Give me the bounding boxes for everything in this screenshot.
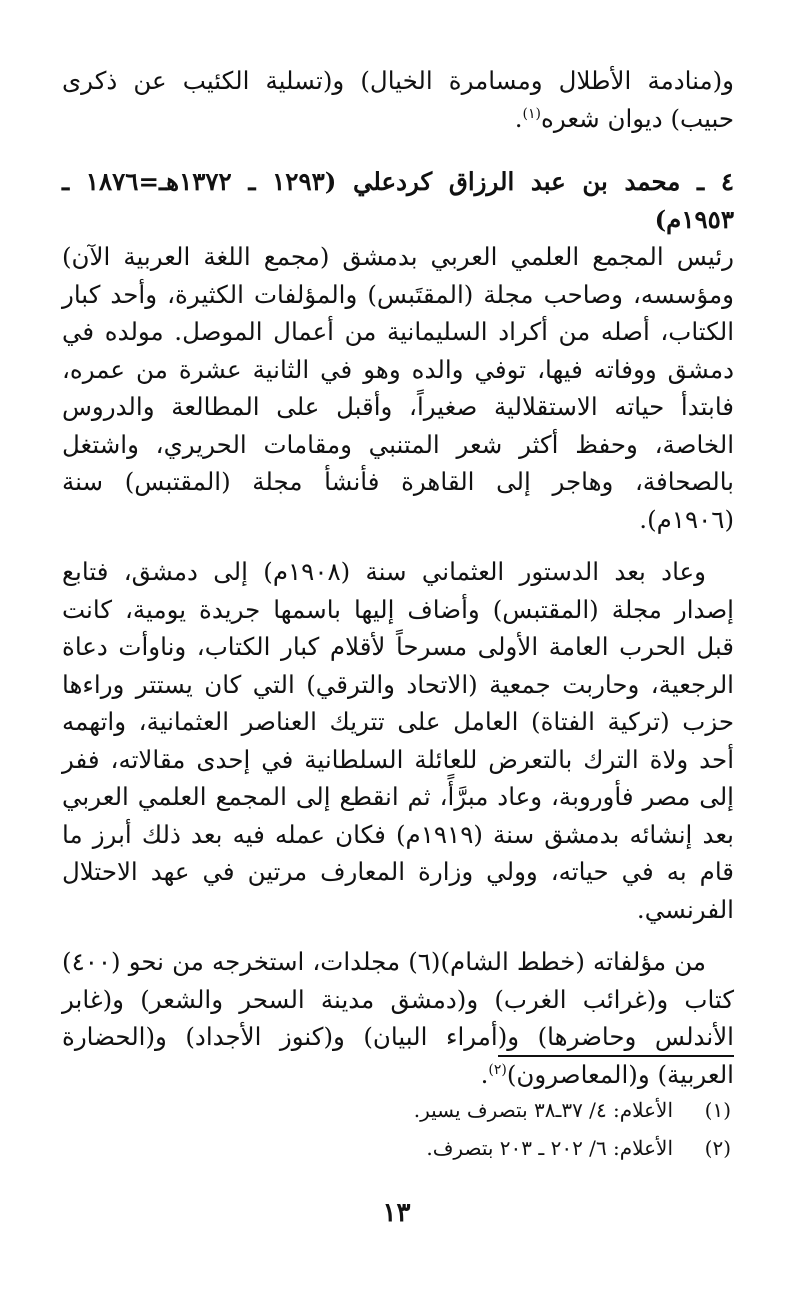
footnote-number: (٢) — [704, 1136, 731, 1160]
paragraph-1 — [62, 62, 734, 137]
footnote-text: الأعلام: ٤/ ٣٧ـ٣٨ بتصرف يسير. — [413, 1098, 673, 1122]
page-number: ١٣ — [382, 1198, 411, 1228]
page-body — [62, 62, 734, 1108]
paragraph-4 — [62, 943, 734, 1093]
footnote-ref-2[interactable]: (٢) — [488, 1061, 507, 1078]
paragraph-4-end: . — [480, 1059, 489, 1089]
section-heading: ٤ ـ محمد بن عبد الرزاق كردعلي (١٢٩٣ ـ ١٣٧٢هـ=١٨٧٦ ـ ١٩٥٣م) — [62, 167, 734, 234]
footnote-text: الأعلام: ٦/ ٢٠٢ ـ ٢٠٣ بتصرف. — [426, 1136, 673, 1160]
paragraph-1-text: و(منادمة الأطلال ومسامرة الخيال) و(تسلية الكئيب عن ذكرى حبيب) ديوان شعره — [62, 66, 734, 133]
footnote-1 — [59, 1091, 731, 1129]
footnote-divider — [498, 1055, 734, 1057]
footnote-ref-1[interactable]: (١) — [522, 105, 541, 122]
paragraph-3: وعاد بعد الدستور العثماني سنة (١٩٠٨م) إلى دمشق، فتابع إصدار مجلة (المقتبس) وأضاف إليها باسمها جريدة يومية، كانت قبل الحرب العامة الأولى مسرحاً لأقلام كبار الكتاب، وناوأت دعاة الرجعية، وحاربت جمعية (الاتحاد والترقي) التي كان يستتر وراءها حزب (تركية الفتاة) العامل على تتريك العناصر العثمانية، واتهمه أحد ولاة الترك بالتعرض للعائلة السلطانية في إحدى مقالاته، ففر إلى مصر فأوروبة، وعاد مبرَّأً، ثم انقطع إلى المجمع العلمي العربي بعد إنشائه بدمشق سنة (١٩١٩م) فكان عمله فيه بعد ذلك أبرز ما قام به في حياته، وولي وزارة المعارف مرتين في عهد الاحتلال الفرنسي. — [62, 557, 734, 924]
paragraph-2: رئيس المجمع العلمي العربي بدمشق (مجمع اللغة العربية الآن) ومؤسسه، وصاحب مجلة (المقتَبس) والمؤلفات الكثيرة، وأحد كبار الكتاب، أصله من أكراد السليمانية من أعمال الموصل. مولده في دمشق ووفاته فيها، توفي والده وهو في الثانية عشرة من عمره، فابتدأ حياته الاستقلالية صغيراً، وأقبل على المطالعة والدروس الخاصة، وحفظ أكثر شعر المتنبي ومقامات الحريري، واشتغل بالصحافة، وهاجر إلى القاهرة فأنشأ مجلة (المقتبس) سنة (١٩٠٦م). — [62, 242, 734, 534]
paragraph-4-text: من مؤلفاته (خطط الشام)(٦) مجلدات، استخرجه من نحو (٤٠٠) كتاب و(غرائب الغرب) و(دمشق مدينة السحر والشعر) و(غابر الأندلس وحاضرها) و(أمراء البيان) و(كنوز الأجداد) و(الحضارة العربية) و(المعاصرون) — [62, 947, 734, 1089]
footnote-number: (١) — [704, 1098, 731, 1122]
footnote-2 — [59, 1129, 731, 1167]
footnotes — [59, 1091, 731, 1167]
paragraph-1-end: . — [514, 103, 523, 133]
